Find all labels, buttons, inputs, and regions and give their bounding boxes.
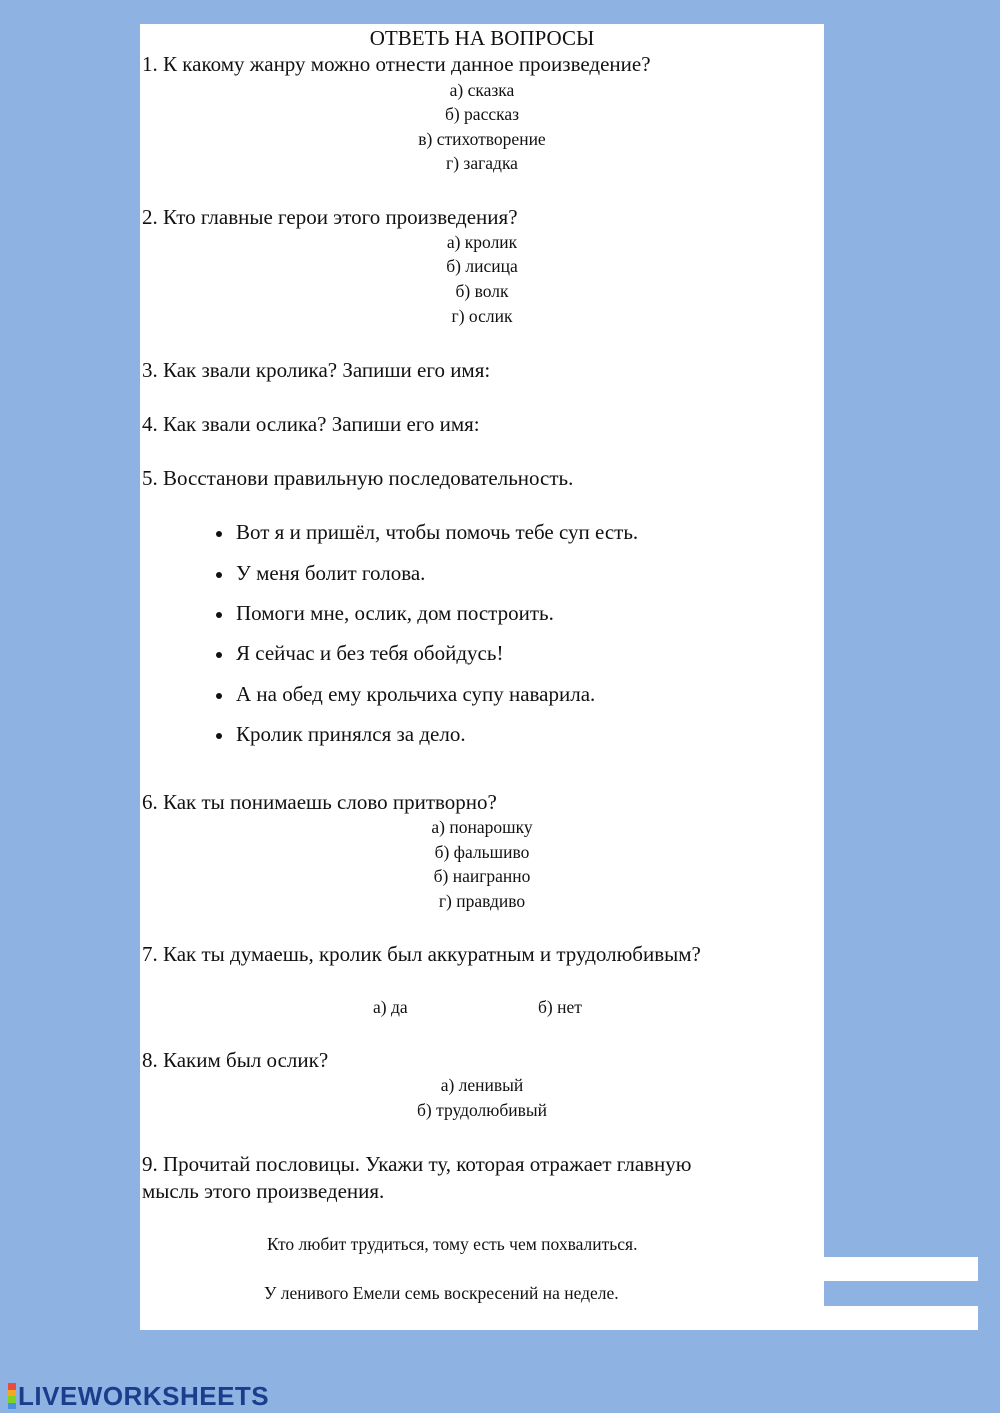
question-9-line-2: мысль этого произведения. xyxy=(142,1179,385,1203)
q6-option-a[interactable]: а) понарошку xyxy=(431,817,533,837)
q1-option-a[interactable]: а) сказка xyxy=(449,80,515,100)
question-8: 8. Каким был ослик? xyxy=(142,1048,329,1072)
q1-option-c[interactable]: в) стихотворение xyxy=(418,129,546,149)
question-1: 1. К какому жанру можно отнести данное произведение? xyxy=(142,52,651,76)
answer-box-proverb-2[interactable] xyxy=(824,1306,978,1330)
question-6: 6. Как ты понимаешь слово притворно? xyxy=(142,790,497,814)
proverb-2[interactable]: У ленивого Емели семь воскресений на неделе. xyxy=(264,1283,619,1303)
proverb-1[interactable]: Кто любит трудиться, тому есть чем похвалиться. xyxy=(267,1234,638,1254)
logo-text: LIVEWORKSHEETS xyxy=(18,1380,270,1411)
sequence-item[interactable]: Я сейчас и без тебя обойдусь! xyxy=(236,641,504,665)
worksheet-page xyxy=(140,24,824,1330)
liveworksheets-logo xyxy=(8,1381,269,1411)
q2-option-a[interactable]: а) кролик xyxy=(446,232,518,252)
q6-option-c[interactable]: б) наигранно xyxy=(433,866,531,886)
question-2: 2. Кто главные герои этого произведения? xyxy=(142,205,518,229)
q7-option-a[interactable]: а) да xyxy=(373,997,408,1017)
sequence-item[interactable]: Вот я и пришёл, чтобы помочь тебе суп есть. xyxy=(236,520,639,544)
sequence-item[interactable]: Помоги мне, ослик, дом построить. xyxy=(236,601,554,625)
q2-option-d[interactable]: г) ослик xyxy=(451,306,513,326)
q6-option-d[interactable]: г) правдиво xyxy=(438,891,526,911)
q8-option-a[interactable]: а) ленивый xyxy=(440,1075,524,1095)
q2-option-b[interactable]: б) лисица xyxy=(446,256,518,276)
question-5: 5. Восстанови правильную последовательность. xyxy=(142,466,574,490)
question-4: 4. Как звали ослика? Запиши его имя: xyxy=(142,412,480,436)
sequence-item[interactable]: А на обед ему крольчиха супу наварила. xyxy=(236,682,596,706)
worksheet-title: ОТВЕТЬ НА ВОПРОСЫ xyxy=(369,26,595,50)
q1-option-d[interactable]: г) загадка xyxy=(446,153,518,173)
q7-option-b[interactable]: б) нет xyxy=(538,997,582,1017)
sequence-item[interactable]: Кролик принялся за дело. xyxy=(236,722,466,746)
question-9-line-1: 9. Прочитай пословицы. Укажи ту, которая отражает главную xyxy=(142,1152,692,1176)
q2-option-c[interactable]: б) волк xyxy=(455,281,509,301)
logo-badge-icon xyxy=(8,1383,16,1409)
question-7: 7. Как ты думаешь, кролик был аккуратным и трудолюбивым? xyxy=(142,942,701,966)
sequence-item[interactable]: У меня болит голова. xyxy=(236,561,426,585)
q8-option-b[interactable]: б) трудолюбивый xyxy=(416,1100,548,1120)
answer-box-proverb-1[interactable] xyxy=(824,1257,978,1281)
q6-option-b[interactable]: б) фальшиво xyxy=(434,842,530,862)
q1-option-b[interactable]: б) рассказ xyxy=(444,104,520,124)
question-3: 3. Как звали кролика? Запиши его имя: xyxy=(142,358,491,382)
